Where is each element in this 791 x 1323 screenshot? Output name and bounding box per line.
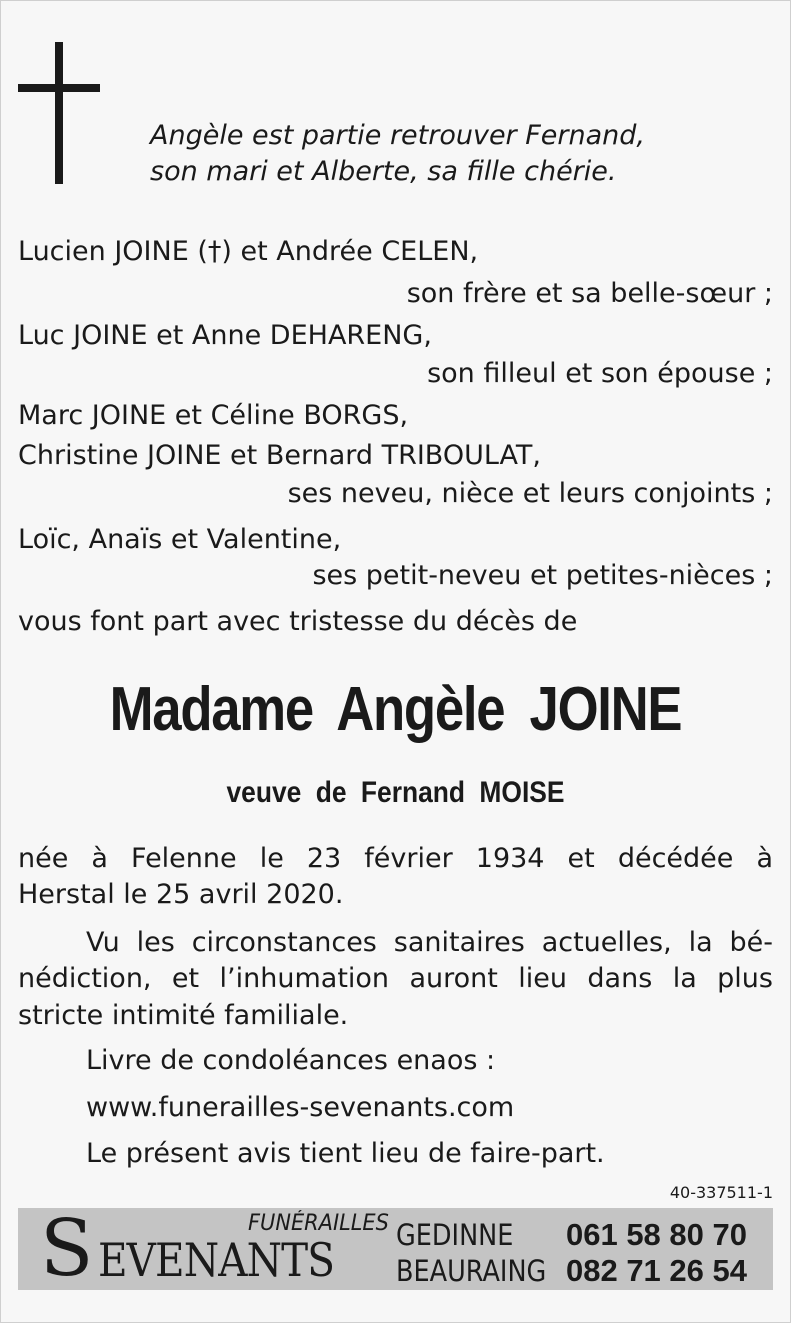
family-line-6: Christine JOINE et Bernard TRIBOULAT,	[18, 440, 541, 471]
paragraph-line-2: nédiction, et l’inhumation auront lieu dans la plus	[18, 963, 773, 994]
reference-number: 40-337511-1	[669, 1183, 773, 1202]
office-city-1: GEDINNE	[396, 1218, 514, 1252]
logo-wordmark: EVENANTS	[98, 1233, 335, 1287]
family-line-5: Marc JOINE et Céline BORGS,	[18, 400, 409, 431]
intro-line-1: Angèle est partie retrouver Fernand,	[150, 120, 645, 151]
family-line-9: ses petit-neveu et petites-nièces ;	[312, 560, 773, 591]
birth-line-2: Herstal le 25 avril 2020.	[18, 879, 344, 910]
logo-initial: S	[40, 1204, 94, 1294]
family-line-10: vous font part avec tristesse du décès de	[18, 606, 578, 637]
paragraph-line-1: Vu les circonstances sanitaires actuelles, la bé-	[86, 927, 773, 958]
family-line-2: son frère et sa belle-sœur ;	[406, 278, 773, 309]
intro-text	[150, 118, 645, 190]
condolences-line: Livre de condoléances enaos :	[86, 1045, 496, 1076]
birth-line-1: née à Felenne le 23 février 1934 et décédée à	[18, 843, 773, 874]
logo-tagline: FUNÉRAILLES	[248, 1211, 389, 1236]
family-line-1: Lucien JOINE (†) et Andrée CELEN,	[18, 236, 479, 267]
deceased-name: Madame Angèle JOINE	[109, 675, 682, 744]
family-line-7: ses neveu, nièce et leurs conjoints ;	[287, 478, 773, 509]
office-phone-2: 082 71 26 54	[565, 1253, 747, 1288]
family-line-8: Loïc, Anaïs et Valentine,	[18, 524, 342, 555]
cross-icon	[18, 42, 100, 184]
intro-line-2: son mari et Alberte, sa fille chérie.	[150, 156, 617, 187]
paragraph-line-3: stricte intimité familiale.	[18, 1000, 349, 1031]
notice-line: Le présent avis tient lieu de faire-part.	[86, 1138, 605, 1169]
family-line-4: son filleul et son épouse ;	[427, 358, 773, 389]
widow-line: veuve de Fernand MOISE	[226, 776, 565, 809]
office-city-2: BEAURAING	[396, 1254, 547, 1288]
funeral-home-banner	[18, 1204, 773, 1294]
family-line-3: Luc JOINE et Anne DEHARENG,	[18, 320, 432, 351]
website-link[interactable]: www.funerailles-sevenants.com	[86, 1092, 515, 1123]
office-phone-1: 061 58 80 70	[565, 1217, 747, 1252]
